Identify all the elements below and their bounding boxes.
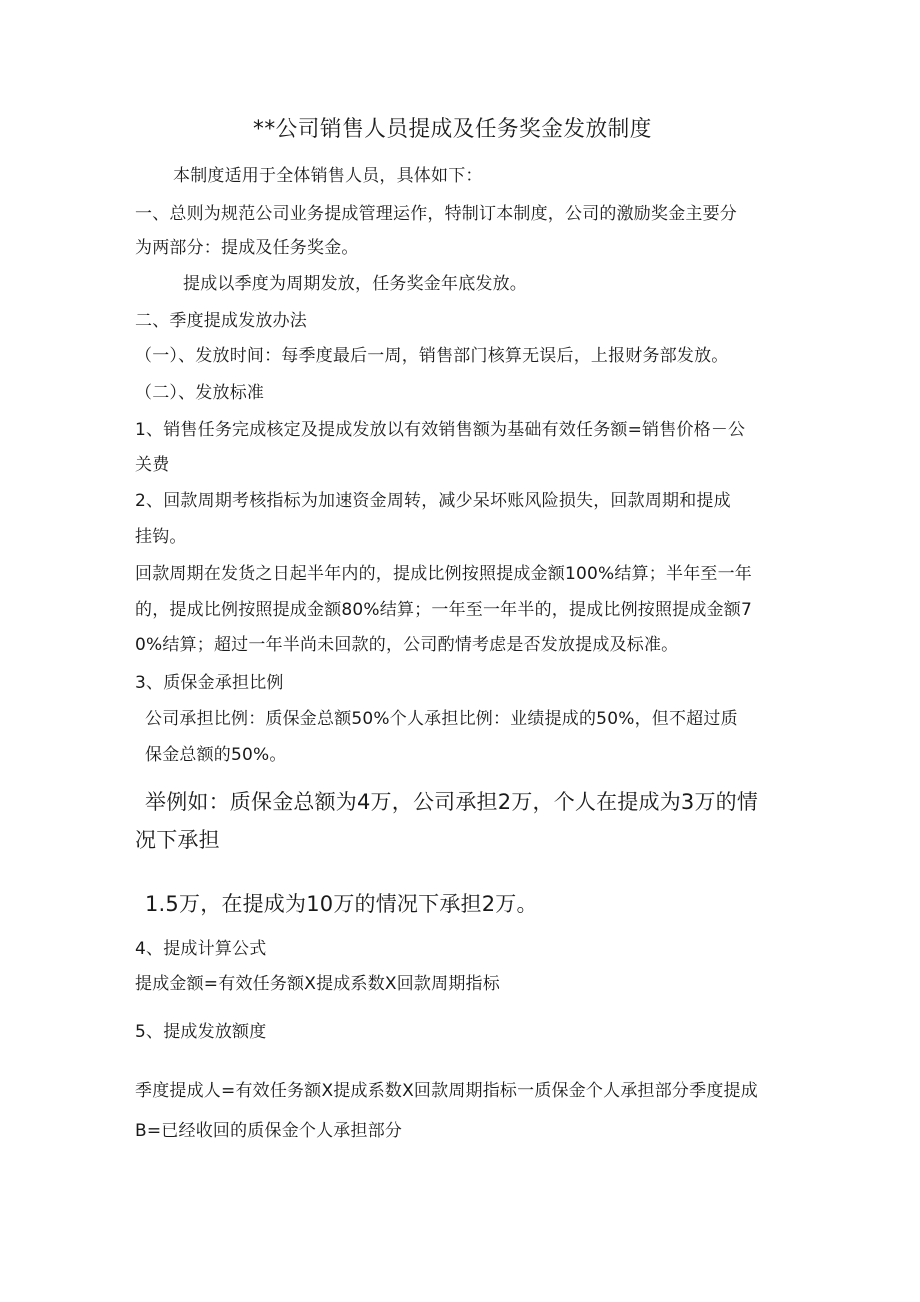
rule-3-heading: 3、质保金承担比例 (135, 673, 284, 693)
intro-line: 本制度适用于全体销售人员，具体如下： (173, 166, 483, 186)
quota-line-2: B=已经收回的质保金个人承担部分 (135, 1121, 403, 1141)
example-line-3: 1.5万，在提成为10万的情况下承担2万。 (145, 892, 538, 916)
payback-line-3: 0%结算；超过一年半尚未回款的，公司酌情考虑是否发放提成及标准。 (135, 635, 679, 655)
formula-line: 提成金额=有效任务额X提成系数X回款周期指标 (135, 974, 500, 994)
rule-1-line-1: 1、销售任务完成核定及提成发放以有效销售额为基础有效任务额=销售价格－公 (135, 420, 746, 440)
quota-line-1: 季度提成人=有效任务额X提成系数X回款周期指标一质保金个人承担部分季度提成 (135, 1081, 758, 1101)
example-line-2: 况下承担 (135, 828, 220, 852)
item-1-time: （一）、发放时间：每季度最后一周，销售部门核算无误后，上报财务部发放。 (135, 346, 729, 366)
warranty-line-1: 公司承担比例：质保金总额50%个人承担比例：业绩提成的50%，但不超过质 (145, 709, 738, 729)
rule-2-line-1: 2、回款周期考核指标为加速资金周转，减少呆坏账风险损失，回款周期和提成 (135, 491, 731, 511)
section-2-heading: 二、季度提成发放办法 (135, 311, 307, 331)
item-2-standard: （二）、发放标准 (135, 383, 265, 403)
rule-1-line-2: 关费 (135, 455, 170, 475)
section-1-line-3: 提成以季度为周期发放，任务奖金年底发放。 (183, 274, 527, 294)
rule-4-heading: 4、提成计算公式 (135, 939, 267, 959)
section-1-line-2: 为两部分：提成及任务奖金。 (135, 238, 359, 258)
warranty-line-2: 保金总额的50%。 (145, 745, 287, 765)
document-title: **公司销售人员提成及任务奖金发放制度 (253, 117, 652, 142)
payback-line-1: 回款周期在发货之日起半年内的，提成比例按照提成金额100%结算；半年至一年 (135, 564, 752, 584)
example-line-1: 举例如：质保金总额为4万，公司承担2万，个人在提成为3万的情 (145, 790, 759, 814)
rule-5-heading: 5、提成发放额度 (135, 1022, 267, 1042)
rule-2-line-2: 挂钩。 (135, 527, 187, 547)
section-1-line-1: 一、总则为规范公司业务提成管理运作，特制订本制度，公司的激励奖金主要分 (135, 204, 737, 224)
payback-line-2: 的，提成比例按照提成金额80%结算；一年至一年半的，提成比例按照提成金额7 (135, 600, 752, 620)
